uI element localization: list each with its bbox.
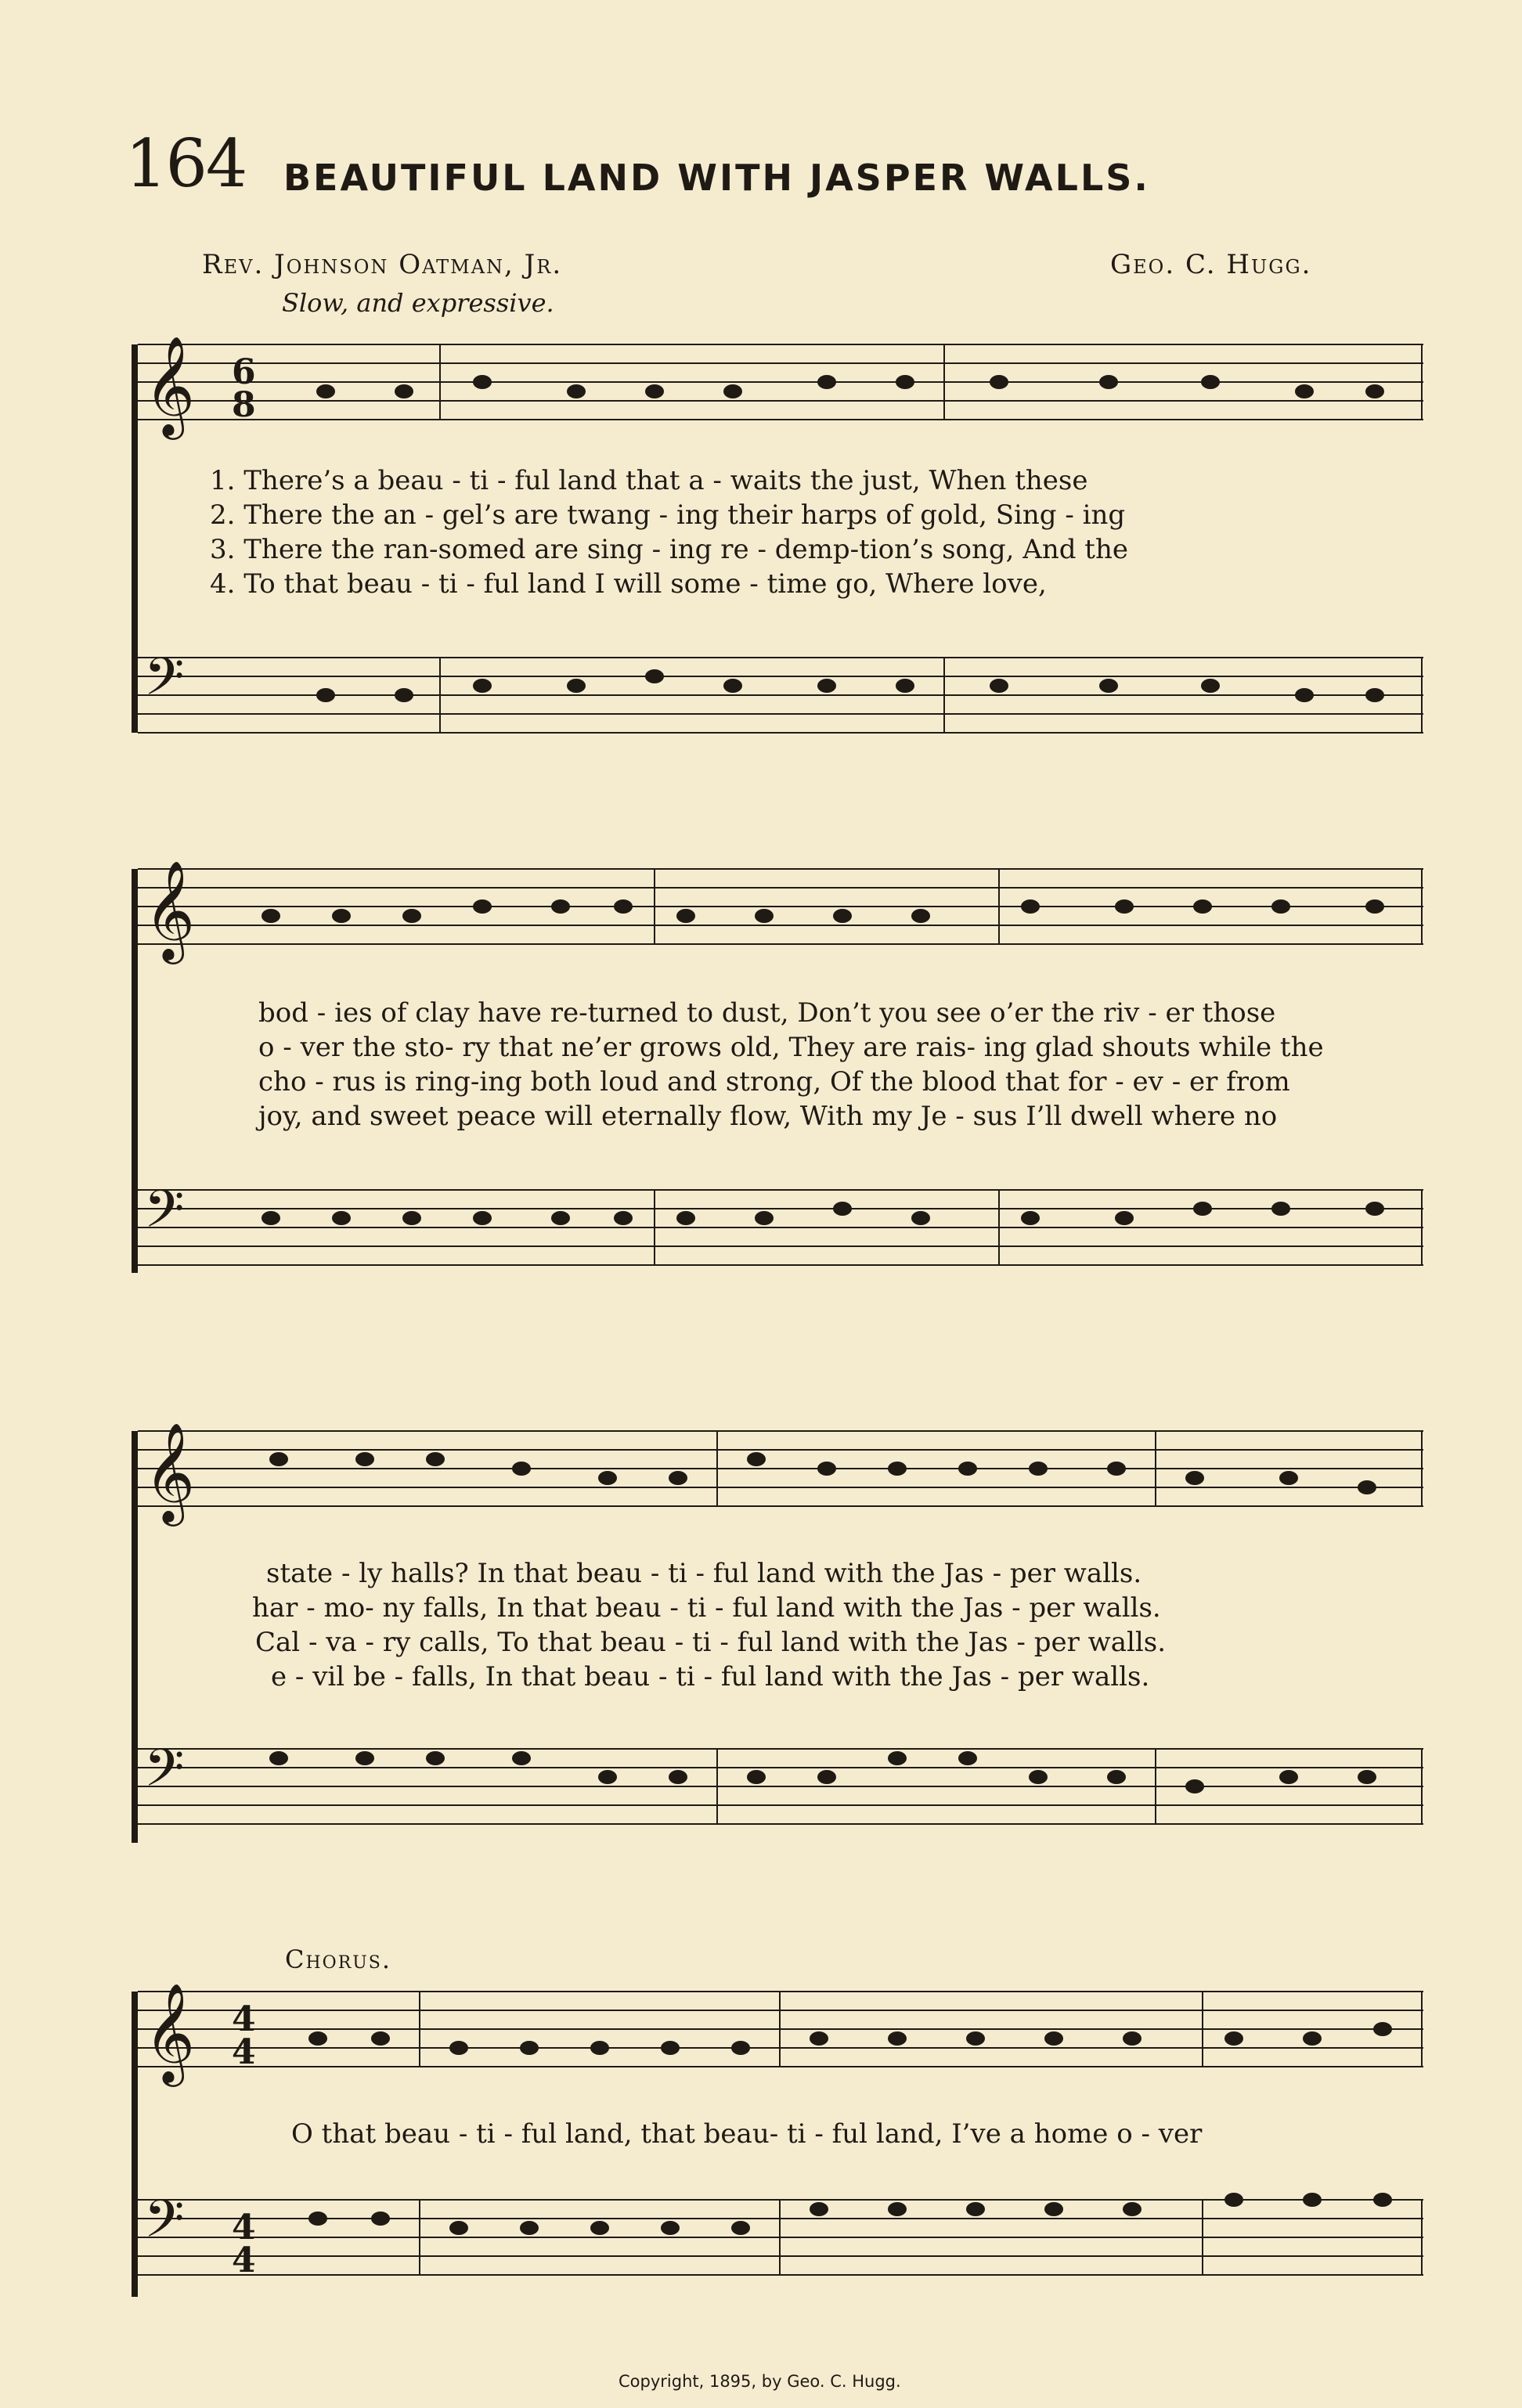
svg-text:𝄞: 𝄞 [144, 1982, 196, 2082]
svg-text:𝄢: 𝄢 [144, 2189, 185, 2262]
verse-line: har - mo- ny falls, In that beau - ti - ful land with the Jas - per walls. [252, 1592, 1161, 1624]
svg-text:4: 4 [232, 2208, 256, 2248]
hymn-number: 164 [125, 125, 247, 202]
verse-line: o - ver the sto- ry that ne’er grows old, They are rais- ing glad shouts while the [258, 1032, 1324, 1063]
svg-text:4: 4 [232, 2032, 256, 2072]
copyright-notice: Copyright, 1895, by Geo. C. Hugg. [619, 2372, 901, 2391]
verse-line: cho - rus is ring-ing both loud and strong, Of the blood that for - ev - er from [258, 1066, 1290, 1098]
chorus-label: Chorus. [285, 1945, 392, 1974]
svg-text:𝄞: 𝄞 [144, 1422, 196, 1522]
treble-staff-chorus [138, 1976, 1423, 2117]
svg-text:4: 4 [232, 1999, 256, 2039]
verse-line: e - vil be - falls, In that beau - ti - ful land with the Jas - per walls. [271, 1661, 1150, 1692]
system-bracket [132, 344, 138, 733]
verse-line: 1. There’s a beau - ti - ful land that a - waits the just, When these [210, 465, 1088, 496]
system-bracket [132, 1992, 138, 2297]
system-bracket [132, 1431, 138, 1843]
bass-staff-system-3 [138, 1733, 1423, 1843]
chorus-line: O that beau - ti - ful land, that beau- ti - ful land, I’ve a home o - ver [291, 2118, 1203, 2150]
bass-staff-chorus [138, 2184, 1423, 2302]
treble-staff-system-2 [138, 853, 1423, 994]
verse-line: state - ly halls? In that beau - ti - ful land with the Jas - per walls. [266, 1558, 1142, 1589]
svg-text:𝄢: 𝄢 [144, 1179, 185, 1252]
verse-line: bod - ies of clay have re-turned to dust, Don’t you see o’er the riv - er those [258, 997, 1276, 1029]
verse-line: 3. There the ran-somed are sing - ing re - demp-tion’s song, And the [210, 534, 1128, 565]
tempo-marking: Slow, and expressive. [282, 288, 554, 318]
composer-credit: Geo. C. Hugg. [1110, 249, 1312, 280]
svg-text:𝄞: 𝄞 [144, 335, 196, 435]
svg-text:𝄞: 𝄞 [144, 860, 196, 960]
svg-text:8: 8 [232, 385, 256, 425]
bass-staff-system-1 [138, 642, 1423, 752]
svg-text:𝄢: 𝄢 [144, 1738, 185, 1811]
verse-line: 4. To that beau - ti - ful land I will some - time go, Where love, [210, 568, 1047, 600]
system-bracket [132, 869, 138, 1273]
verse-line: Cal - va - ry calls, To that beau - ti - ful land with the Jas - per walls. [255, 1627, 1167, 1658]
treble-staff-system-1 [138, 329, 1423, 470]
svg-text:𝄢: 𝄢 [144, 647, 185, 719]
verse-line: joy, and sweet peace will eternally flow, With my Je - sus I’ll dwell where no [258, 1101, 1278, 1132]
treble-staff-system-3 [138, 1415, 1423, 1556]
bass-staff-system-2 [138, 1174, 1423, 1284]
lyricist-credit: Rev. Johnson Oatman, Jr. [202, 249, 563, 280]
hymn-title: BEAUTIFUL LAND WITH JASPER WALLS. [283, 157, 1150, 199]
svg-text:4: 4 [232, 2240, 256, 2280]
verse-line: 2. There the an - gel’s are twang - ing their harps of gold, Sing - ing [210, 499, 1126, 531]
svg-text:6: 6 [232, 352, 256, 392]
